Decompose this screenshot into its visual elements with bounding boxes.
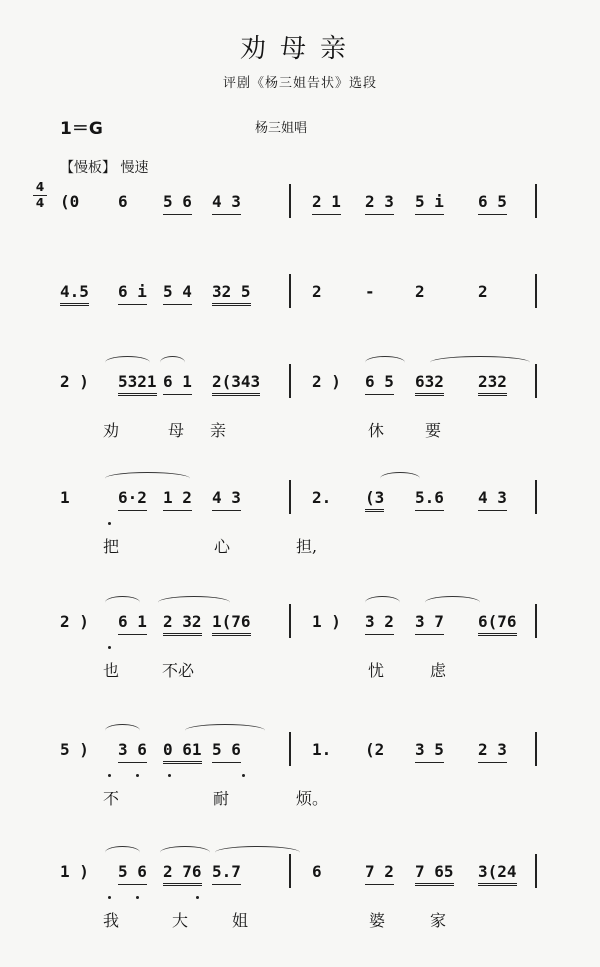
barline	[535, 854, 537, 888]
note-group: 2 3	[365, 192, 394, 215]
slur	[105, 724, 140, 737]
singer-credit: 杨三姐唱	[255, 121, 308, 136]
lyric: 也	[103, 661, 120, 680]
lyric: 母	[168, 421, 185, 440]
note-group: 6	[118, 192, 128, 211]
note-group: 3 5	[415, 740, 444, 763]
octave-dot	[136, 774, 139, 777]
lyric: 休	[368, 421, 385, 440]
time-signature	[33, 181, 47, 210]
slur	[105, 356, 150, 369]
note-group: 2 )	[60, 612, 89, 631]
barline	[535, 604, 537, 638]
octave-dot	[196, 896, 199, 899]
slur	[185, 724, 265, 737]
lyric: 心	[214, 537, 231, 556]
slur	[105, 472, 190, 485]
lyric: 把	[103, 537, 120, 556]
note-group: 2.	[312, 488, 332, 507]
note-group: 6·2	[118, 488, 147, 511]
note-group: 5.6	[415, 488, 444, 511]
barline	[289, 184, 291, 218]
lyric: 大	[172, 911, 189, 930]
slur	[425, 596, 480, 609]
lyric: 我	[103, 911, 120, 930]
note-group: 2 )	[60, 372, 89, 391]
barline	[535, 274, 537, 308]
note-group: 5 6	[118, 862, 147, 885]
lyric: 家	[430, 911, 447, 930]
lyric: 不	[103, 789, 120, 808]
lyric: 亲	[210, 421, 227, 440]
note-group: 232	[478, 372, 507, 396]
lyric: 婆	[369, 911, 386, 930]
note-group: 5 4	[163, 282, 192, 305]
note-group: 1.	[312, 740, 332, 759]
note-group: 1 2	[163, 488, 192, 511]
lyric: 耐	[213, 789, 230, 808]
time-signature-top: 4	[35, 180, 45, 194]
lyric: 劝	[103, 421, 120, 440]
lyric: 姐	[232, 911, 249, 930]
slur	[430, 356, 530, 369]
note-group: 6	[312, 862, 322, 881]
barline	[289, 732, 291, 766]
note-group: 3(24	[478, 862, 517, 886]
note-group: (0	[60, 192, 80, 211]
octave-dot	[108, 896, 111, 899]
slur	[158, 596, 230, 609]
lyric: 烦。	[296, 789, 329, 808]
lyric: 忧	[368, 661, 385, 680]
note-group: 1 )	[60, 862, 89, 881]
note-group: 6 i	[118, 282, 147, 305]
note-group: 2	[312, 282, 322, 301]
lyric: 要	[425, 421, 442, 440]
note-group: 4 3	[212, 192, 241, 215]
note-group: 2(343	[212, 372, 260, 396]
note-group: 7 65	[415, 862, 454, 886]
note-group: 6 1	[118, 612, 147, 635]
note-group: 1(76	[212, 612, 251, 636]
note-group: 632	[415, 372, 444, 396]
note-group: 3 6	[118, 740, 147, 763]
key-signature: 1＝G	[60, 119, 103, 139]
slur	[365, 356, 405, 369]
note-group: 3 2	[365, 612, 394, 635]
note-group: 5 i	[415, 192, 444, 215]
slur	[105, 596, 140, 609]
note-group: 5321	[118, 372, 157, 396]
lyric: 虑	[430, 661, 447, 680]
note-group: 0 61	[163, 740, 202, 764]
note-group: 32 5	[212, 282, 251, 306]
song-subtitle: 评剧《杨三姐告状》选段	[222, 76, 377, 91]
note-group: 1	[60, 488, 70, 507]
note-group: 2 )	[312, 372, 341, 391]
slur	[215, 846, 300, 859]
note-group: (2	[365, 740, 385, 759]
note-group: -	[365, 282, 375, 301]
lyric: 不必	[162, 661, 195, 680]
note-group: 5 )	[60, 740, 89, 759]
barline	[289, 854, 291, 888]
note-group: 4 3	[212, 488, 241, 511]
octave-dot	[108, 522, 111, 525]
slur	[105, 846, 140, 859]
slur	[365, 596, 400, 609]
octave-dot	[168, 774, 171, 777]
barline	[289, 604, 291, 638]
note-group: 2	[478, 282, 488, 301]
barline	[289, 364, 291, 398]
barline	[535, 480, 537, 514]
octave-dot	[108, 646, 111, 649]
slur	[160, 356, 185, 369]
note-group: 6 1	[163, 372, 192, 395]
slur	[380, 472, 420, 485]
barline	[535, 364, 537, 398]
note-group: 6(76	[478, 612, 517, 636]
slur	[160, 846, 210, 859]
octave-dot	[242, 774, 245, 777]
song-title: 劝母亲	[239, 34, 360, 64]
note-group: 2 76	[163, 862, 202, 886]
octave-dot	[136, 896, 139, 899]
time-signature-bottom: 4	[35, 196, 45, 210]
barline	[289, 274, 291, 308]
octave-dot	[108, 774, 111, 777]
note-group: 7 2	[365, 862, 394, 885]
note-group: 4 3	[478, 488, 507, 511]
note-group: 4.5	[60, 282, 89, 306]
tempo-marking: 【慢板】 慢速	[60, 160, 149, 176]
note-group: 2 1	[312, 192, 341, 215]
note-group: (3	[365, 488, 384, 512]
note-group: 2 32	[163, 612, 202, 636]
barline	[535, 732, 537, 766]
note-group: 6 5	[365, 372, 394, 395]
note-group: 5.7	[212, 862, 241, 885]
note-group: 3 7	[415, 612, 444, 635]
note-group: 5 6	[163, 192, 192, 215]
barline	[535, 184, 537, 218]
note-group: 1 )	[312, 612, 341, 631]
note-group: 2 3	[478, 740, 507, 763]
barline	[289, 480, 291, 514]
lyric: 担,	[296, 537, 318, 556]
note-group: 5 6	[212, 740, 241, 763]
note-group: 6 5	[478, 192, 507, 215]
note-group: 2	[415, 282, 425, 301]
